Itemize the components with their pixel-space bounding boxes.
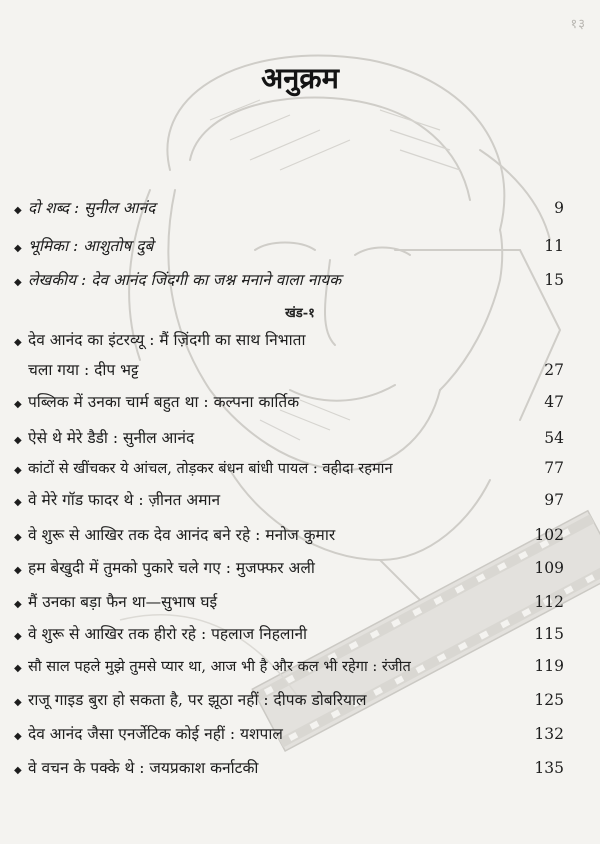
toc-entry[interactable]	[14, 330, 564, 353]
bullet-diamond-icon: ◆	[14, 277, 22, 288]
toc-entry-title: वे मेरे गॉड फादर थे : ज़ीनत अमान	[28, 491, 221, 509]
bullet-diamond-icon: ◆	[14, 765, 22, 776]
toc-entry-title: देव आनंद का इंटरव्यू : मैं ज़िंदगी का साथ निभाता	[28, 331, 306, 349]
toc-entry[interactable]	[14, 558, 564, 581]
toc-entry[interactable]	[14, 624, 564, 647]
bullet-diamond-icon: ◆	[14, 631, 22, 642]
toc-entry-page: 54	[544, 429, 564, 447]
toc-entry-page: 109	[534, 559, 564, 577]
section-heading: खंड-१	[285, 306, 315, 321]
toc-entry-title-continuation: चला गया : दीप भट्ट	[28, 361, 139, 379]
bullet-diamond-icon: ◆	[14, 697, 22, 708]
toc-entry-page: 132	[534, 725, 564, 743]
toc-entry[interactable]	[14, 758, 564, 781]
toc-entry-page: 135	[534, 759, 564, 777]
toc-entry-title: वे वचन के पक्के थे : जयप्रकाश कर्नाटकी	[28, 759, 259, 777]
toc-entry[interactable]	[14, 458, 564, 481]
toc-entry[interactable]	[14, 656, 564, 679]
toc-entry-page: 102	[534, 526, 564, 544]
bullet-diamond-icon: ◆	[14, 465, 22, 476]
toc-entry-title: हम बेखुदी में तुमको पुकारे चले गए : मुजफ्फर अली	[28, 559, 315, 577]
toc-entry-page: 115	[534, 625, 564, 643]
toc-entry[interactable]	[14, 392, 564, 415]
toc-entry-title: दो शब्द : सुनील आनंद	[28, 199, 156, 217]
toc-entry-title: राजू गाइड बुरा हो सकता है, पर झूठा नहीं : दीपक डोबरियाल	[28, 691, 367, 709]
toc-entry[interactable]	[14, 690, 564, 713]
bullet-diamond-icon: ◆	[14, 497, 22, 508]
toc-entry-title: ऐसे थे मेरे डैडी : सुनील आनंद	[28, 429, 195, 447]
toc-entry-page: 27	[544, 361, 564, 379]
toc-entry-page: 9	[554, 199, 564, 217]
toc-entry-title: सौ साल पहले मुझे तुमसे प्यार था, आज भी है और कल भी रहेगा : रंजीत	[28, 658, 411, 675]
toc-entry[interactable]	[14, 592, 564, 615]
toc-entry-page: 119	[534, 657, 564, 675]
toc-entry[interactable]	[14, 724, 564, 747]
toc-entry-page: 15	[544, 271, 564, 289]
bullet-diamond-icon: ◆	[14, 337, 22, 348]
toc-entry-page: 47	[544, 393, 564, 411]
toc-entry-title: वे शुरू से आखिर तक हीरो रहे : पहलाज निहलानी	[28, 625, 308, 643]
toc-entry-title: पब्लिक में उनका चार्म बहुत था : कल्पना कार्तिक	[28, 393, 300, 411]
toc-entry-title: देव आनंद जैसा एनर्जेटिक कोई नहीं : यशपाल	[28, 725, 283, 743]
toc-entry-title: मैं उनका बड़ा फैन था—सुभाष घई	[28, 593, 218, 611]
toc-entry[interactable]	[14, 198, 564, 221]
toc-entry-page: 77	[544, 459, 564, 477]
toc-entry[interactable]	[14, 270, 564, 293]
toc-entry-page: 11	[544, 237, 564, 255]
toc-entry-title: कांटों से खींचकर ये आंचल, तोड़कर बंधन बांधी पायल : वहीदा रहमान	[28, 460, 393, 477]
toc-entry[interactable]	[14, 490, 564, 513]
toc-entry[interactable]	[14, 428, 564, 451]
toc-entry-continuation[interactable]	[28, 360, 564, 380]
bullet-diamond-icon: ◆	[14, 663, 22, 674]
bullet-diamond-icon: ◆	[14, 565, 22, 576]
bullet-diamond-icon: ◆	[14, 243, 22, 254]
toc-entry[interactable]	[14, 525, 564, 548]
bullet-diamond-icon: ◆	[14, 599, 22, 610]
toc-entry-title: वे शुरू से आखिर तक देव आनंद बने रहे : मनोज कुमार	[28, 526, 336, 544]
toc-entry-page: 112	[534, 593, 564, 611]
toc-entry-page: 125	[534, 691, 564, 709]
toc-entry-title: लेखकीय : देव आनंद जिंदगी का जश्न मनाने वाला नायक	[28, 271, 342, 289]
toc-entry-page: 97	[544, 491, 564, 509]
toc-entry-title: भूमिका : आशुतोष दुबे	[28, 237, 154, 255]
bullet-diamond-icon: ◆	[14, 399, 22, 410]
page-title: अनुक्रम	[261, 61, 339, 95]
toc-entry[interactable]	[14, 236, 564, 259]
bullet-diamond-icon: ◆	[14, 532, 22, 543]
bullet-diamond-icon: ◆	[14, 435, 22, 446]
page-corner-number: १३	[570, 17, 586, 32]
bullet-diamond-icon: ◆	[14, 205, 22, 216]
bullet-diamond-icon: ◆	[14, 731, 22, 742]
